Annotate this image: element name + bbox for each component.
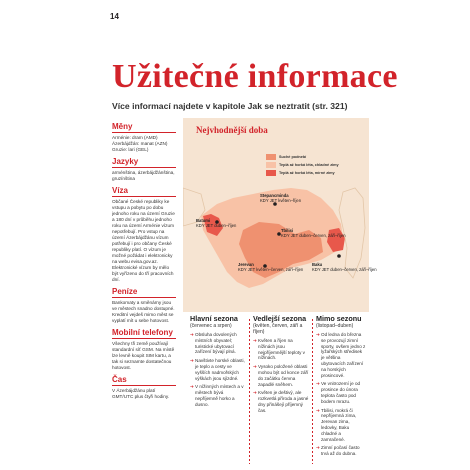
city-when: KDY JET květen–červen, září–říjen: [238, 267, 304, 272]
city-name: Batumi: [196, 218, 211, 223]
fact-heading: Mobilní telefony: [112, 328, 176, 339]
city-dot-baku: [337, 254, 341, 258]
fact-currency: [112, 122, 176, 153]
city-name: Baku: [312, 262, 323, 267]
season-item: ➔ Obsluha dovolených místních obyvatel; turistické ubytovací zařízení bývají plná.: [190, 332, 246, 355]
fact-heading: Peníze: [112, 287, 176, 298]
legend-swatch-cold-winters: [266, 162, 276, 168]
season-item: ➔ Zimní počasí často trvá až do dubna.: [316, 445, 366, 457]
seasons-section: [190, 315, 366, 470]
season-dates: (červenec a srpen): [190, 323, 232, 329]
fact-text: Všechny tři země používají standardní síť GSM. Na místě lze levně koupit SIM kartu, a tak si seznamte dostatečnou hotovost.: [112, 341, 175, 370]
season-item: ➔ Ve vnitrozemí je od prosince do února teplota často pod bodem mrazu.: [316, 381, 366, 404]
city-name: Jerevan: [238, 262, 254, 267]
season-divider: [312, 319, 313, 464]
city-label-jerevan: [238, 262, 303, 272]
city-when: KDY JET duben–červen, září–říjen: [312, 267, 377, 272]
season-high: [190, 315, 246, 411]
fact-text: Arménie: dram (AMD) Ázerbájdžán: manat (AZN) Gruzie: lari (GEL): [112, 135, 168, 152]
season-item: ➔ V nížinných místech a v městech bývá nepříjemně horko a dusno.: [190, 384, 246, 407]
fact-heading: Měny: [112, 122, 176, 133]
fact-text: V Ázerbájdžánu platí GMT/UTC plus čtyři hodiny.: [112, 388, 170, 399]
legend-row: [266, 161, 346, 169]
season-dates: (listopad–duben): [316, 323, 354, 329]
season-heading: Hlavní sezona: [190, 314, 238, 323]
legend-row: [266, 153, 346, 161]
legend-label: Suché podnebí: [279, 155, 307, 159]
fact-visa: [112, 186, 176, 283]
legend-swatch-dry: [266, 154, 276, 160]
season-item: ➔ Vysoko položené oblasti mohou být od konce září do začátku června zapadlé sněhem.: [253, 364, 309, 387]
climate-map: [183, 118, 369, 312]
sidebar-facts: [112, 122, 176, 470]
season-item: ➔ Květen je deštivý, ale rozkvetlá příroda a jasné dny přinášejí příjemný čas.: [253, 390, 309, 413]
season-item: ➔ Tbilisi, mokrá či nepříjemná zima, Jerevan zima, ledovky, Baku chladné a zamračené.: [316, 408, 366, 443]
season-shoulder: [253, 315, 309, 417]
map-title: Nejvhodnější doba: [196, 125, 268, 135]
season-item: ➔ Navštivte horské oblasti, je teplo a cesty ve vyšších nadmořských výškách jsou sjízdné.: [190, 358, 246, 381]
city-label-stepancminda: [260, 193, 301, 203]
season-heading: Mimo sezonu: [316, 314, 362, 323]
city-label-baku: [312, 262, 377, 272]
city-label-batumi: [196, 218, 236, 228]
season-item: ➔ Květen a říjen na nížinách jsou nejpříjemnější teploty v nížinách.: [253, 338, 309, 361]
fact-languages: [112, 157, 176, 182]
legend-row: [266, 169, 346, 177]
fact-money: [112, 287, 176, 324]
fact-text: Občané České republiky ke vstupu a pobytu po dobu jednoho roku na území Gruzie a 180 dní v průběhu jednoho roku na území Arménie vízum nepotřebují. Pro vstup na území Ázerbájdžánu vízum potřebují i pro občany České republiky platí. O vízum je možné požádat i elektronicky na webu evisa.gov.az. Elektronické vízum by mělo být vyřízeno do tří pracovních dní.: [112, 199, 175, 282]
city-when: KDY JET duben–červen, září–říjen: [281, 233, 346, 238]
city-name: Stepancminda: [260, 193, 289, 198]
season-heading: Vedlejší sezona: [253, 314, 307, 323]
season-item: ➔ Od ledna do března se provozují zimní sporty, ovšem jedno z lyžařských středisek je většina ubytovacích zařízení na horských prosincové.: [316, 332, 366, 378]
fact-heading: Jazyky: [112, 157, 176, 168]
city-label-tbilisi: [281, 228, 346, 238]
city-name: Tbilisi: [281, 228, 294, 233]
legend-label: Teplá až horká léta, chladné zimy: [279, 163, 339, 167]
legend-label: Teplá až horká léta, mírné zimy: [279, 171, 335, 175]
map-legend: [266, 153, 346, 177]
fact-text: Bankomaty a směnárny jsou ve městech snadno dostupné. Kreditní vejdeš mimo měst se vyplatí mít u sebe hotovost.: [112, 300, 175, 323]
fact-heading: Víza: [112, 186, 176, 197]
legend-swatch-mild-winters: [266, 170, 276, 176]
season-divider: [249, 319, 250, 464]
page-title: Užitečné informace: [112, 58, 398, 95]
fact-time: [112, 375, 176, 400]
fact-mobile-phones: [112, 328, 176, 371]
city-when: KDY JET květen–říjen: [260, 198, 302, 203]
season-low: [316, 315, 366, 460]
season-dates: (květen, červen, září a říjen): [253, 323, 303, 335]
page-number: 14: [110, 12, 119, 21]
city-when: KDY JET duben–říjen: [196, 223, 237, 228]
fact-text: arménština, ázerbájdžánština, gruzínština: [112, 170, 175, 181]
page-subtitle: Více informací najdete v kapitole Jak se neztratit (str. 321): [112, 101, 348, 111]
fact-heading: Čas: [112, 375, 176, 386]
